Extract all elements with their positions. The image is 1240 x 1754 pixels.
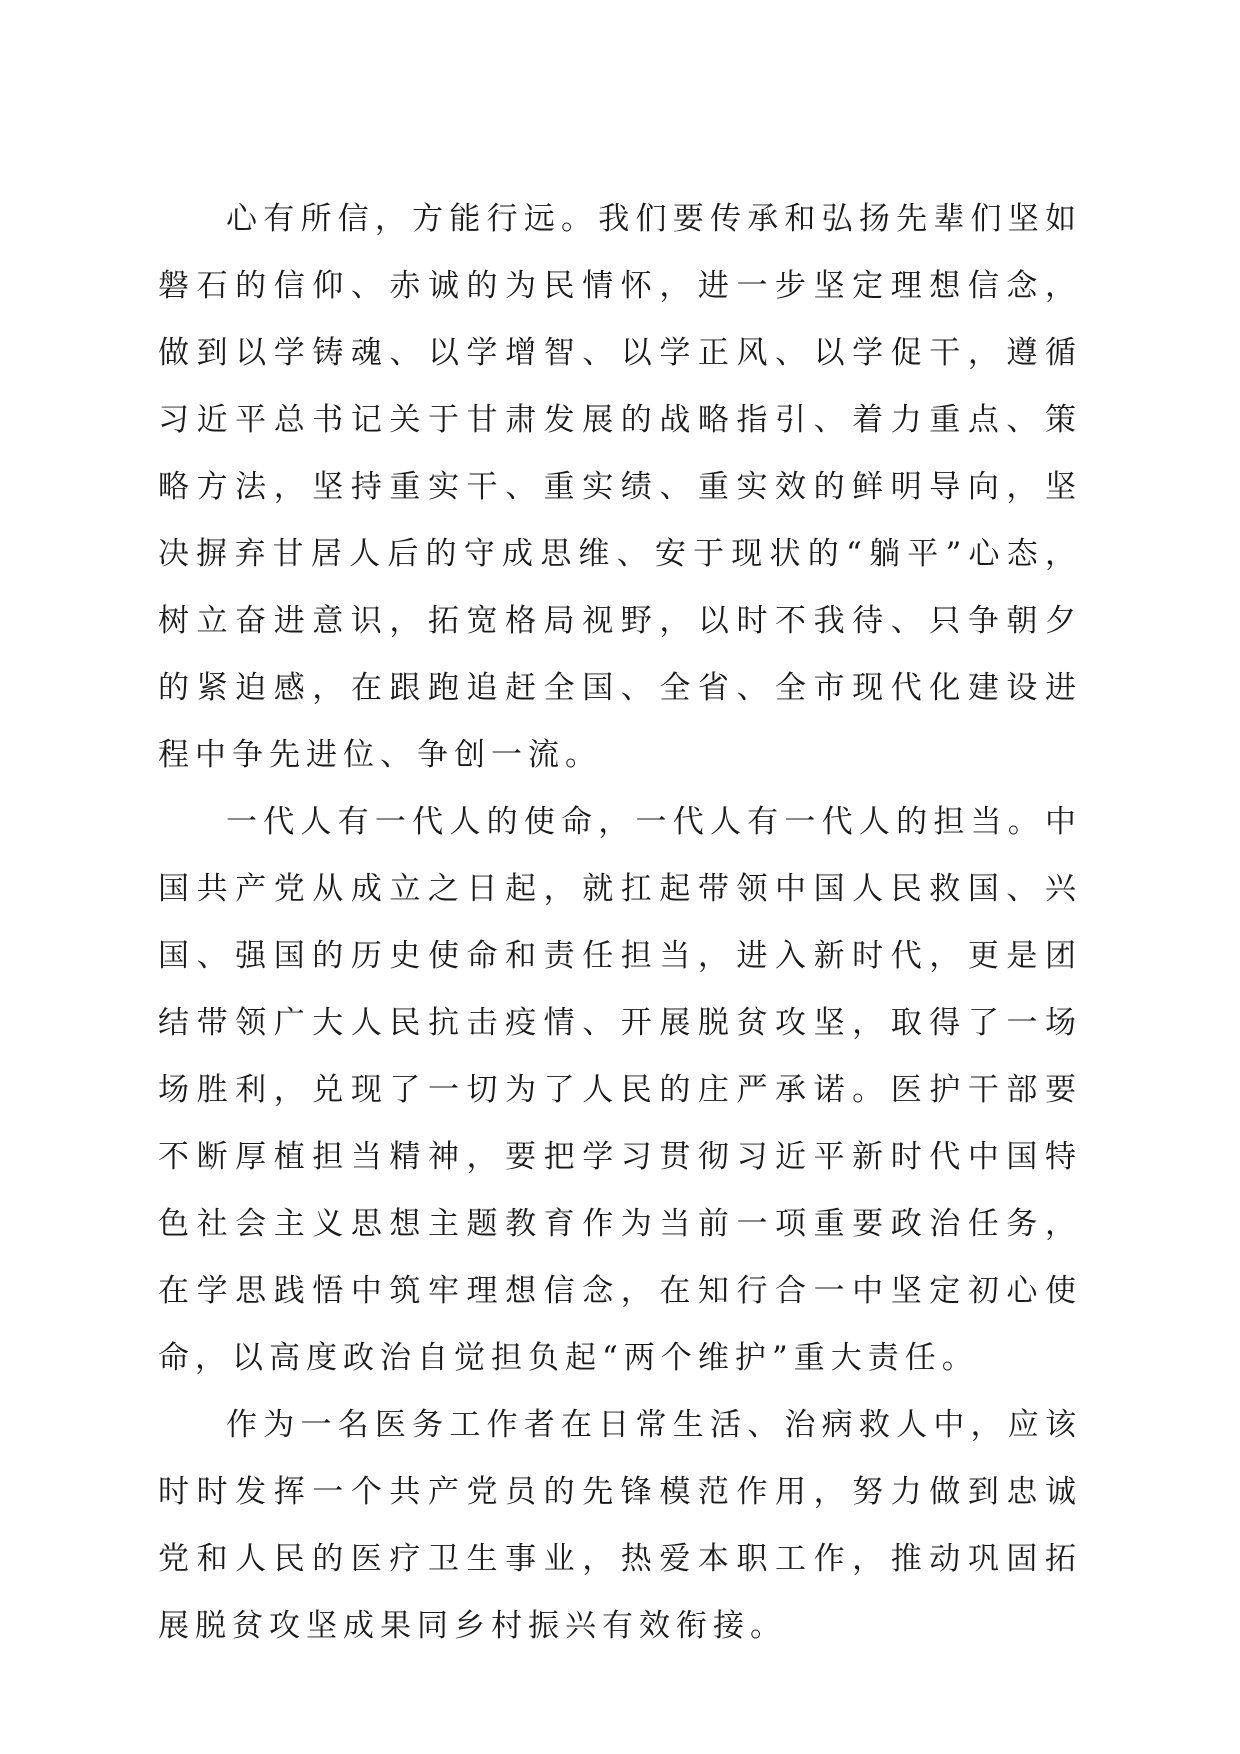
paragraph-2: 一代人有一代人的使命，一代人有一代人的担当。中国共产党从成立之日起，就扛起带领中国人民救国、兴国、强国的历史使命和责任担当，进入新时代，更是团结带领广大人民抗击疫情、开展脱贫攻坚，取得了一场场胜利，兑现了一切为了人民的庄严承诺。医护干部要不断厚植担当精神，要把学习贯彻习近平新时代中国特色社会主义思想主题教育作为当前一项重要政治任务，在学思践悟中筑牢理想信念，在知行合一中坚定初心使命，以高度政治自觉担负起“两个维护”重大责任。 [158,804,1082,1376]
paragraph-3: 作为一名医务工作者在日常生活、治病救人中，应该时时发挥一个共产党员的先锋模范作用，努力做到忠诚党和人民的医疗卫生事业，热爱本职工作，推动巩固拓展脱贫攻坚成果同乡村振兴有效衔接。 [158,1407,1082,1644]
paragraph-1: 心有所信，方能行远。我们要传承和弘扬先辈们坚如磐石的信仰、赤诚的为民情怀，进一步坚定理想信念，做到以学铸魂、以学增智、以学正风、以学促干，遵循习近平总书记关于甘肃发展的战略指引、着力重点、策略方法，坚持重实干、重实绩、重实效的鲜明导向，坚决摒弃甘居人后的守成思维、安于现状的“躺平”心态，树立奋进意识，拓宽格局视野，以时不我待、只争朝夕的紧迫感，在跟跑追赶全国、全省、全市现代化建设进程中争先进位、争创一流。 [158,201,1082,773]
document-body [158,186,1082,1660]
